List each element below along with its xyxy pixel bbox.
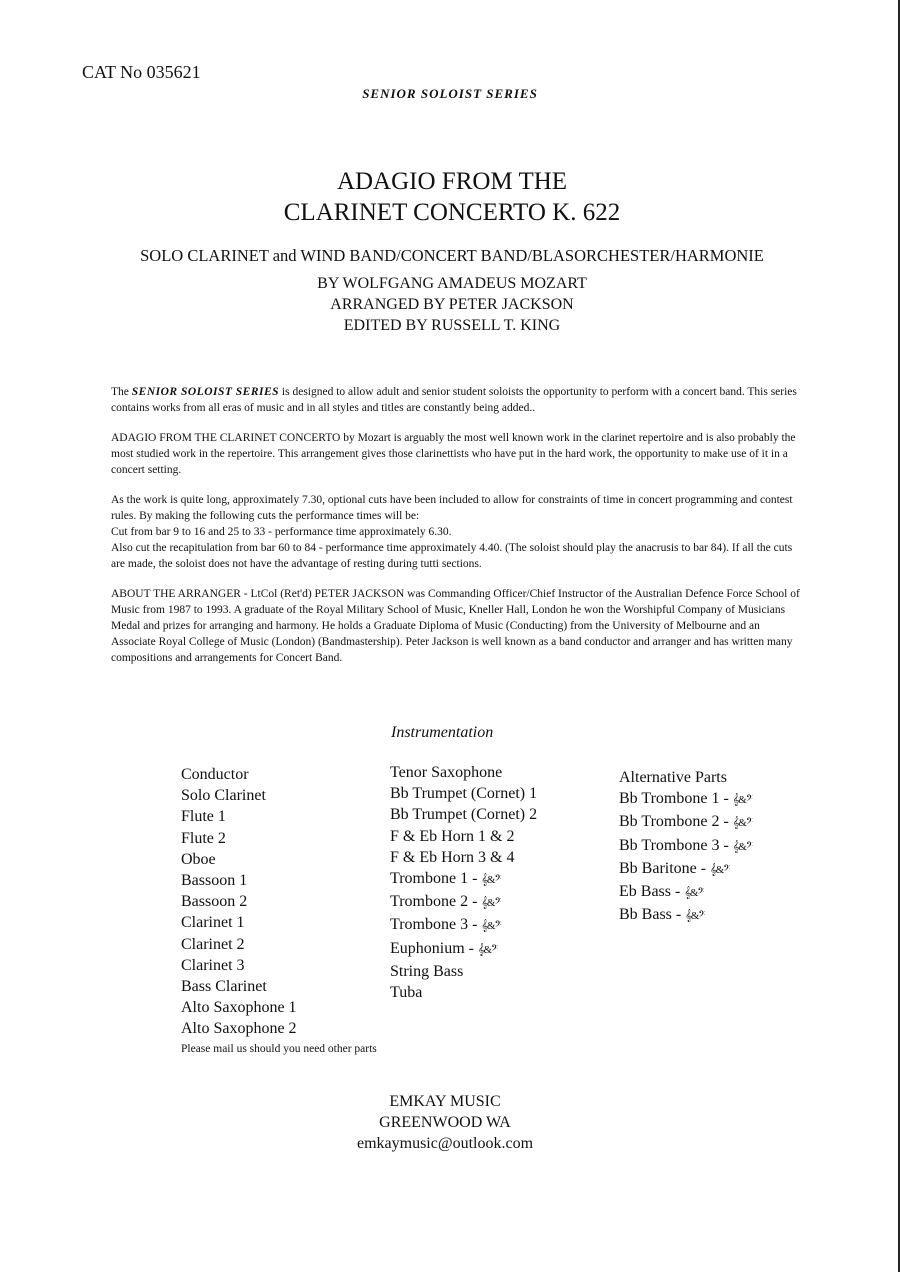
- mail-note: Please mail us should you need other parts: [181, 1043, 377, 1055]
- editor-credit: EDITED BY RUSSELL T. KING: [343, 317, 561, 334]
- instrument-item: [390, 868, 537, 891]
- series-name-inline: SENIOR SOLOIST SERIES: [131, 386, 280, 398]
- description-text: [111, 384, 801, 680]
- instrument-item: [619, 835, 752, 858]
- cuts-intro: As the work is quite long, approximately 7.30, optional cuts have been included to allow for constraints of time in concert programming and contest rules. By making the following cuts the performance times will be:: [111, 494, 793, 522]
- instrument-name: Flute 2: [181, 829, 226, 847]
- title-line-2: CLARINET CONCERTO K. 622: [283, 199, 621, 226]
- instrument-name: Euphonium -: [390, 939, 478, 957]
- publisher-name: EMKAY MUSIC: [389, 1093, 501, 1110]
- instrument-item: [619, 858, 752, 881]
- instrument-name: Tuba: [390, 984, 423, 1002]
- instrument-item: [181, 764, 297, 785]
- instrument-list-2: [390, 762, 537, 1003]
- instrument-item: [619, 811, 752, 834]
- treble-bass-clef-icon: 𝄞&𝄢: [481, 920, 501, 933]
- instrument-name: Bb Trombone 2 -: [619, 813, 733, 831]
- instrument-name: Clarinet 2: [181, 935, 245, 953]
- instrument-name: Bassoon 2: [181, 893, 248, 911]
- instrument-item: [619, 881, 752, 904]
- instrument-item: [390, 762, 537, 783]
- instrument-name: Solo Clarinet: [181, 787, 266, 805]
- catalog-number: CAT No 035621: [82, 62, 201, 82]
- instrument-item: [181, 785, 297, 806]
- instrument-name: Tenor Saxophone: [390, 764, 503, 781]
- instrument-item: [181, 955, 297, 976]
- instrument-name: Trombone 3 -: [390, 916, 482, 934]
- instrument-item: [619, 904, 752, 927]
- instrument-item: [390, 847, 537, 868]
- instrument-name: String Bass: [390, 962, 464, 980]
- instrument-name: Conductor: [181, 766, 249, 783]
- paragraph-about-arranger: ABOUT THE ARRANGER - LtCol (Ret'd) PETER JACKSON was Commanding Officer/Chief Instructor of the Australian Defence Force School of Music from 1987 to 1993. A graduate of the Royal Military School of Music, Kneller Hall, London he won the Worshipful Company of Musicians Medal and prizes for arranging and harmony. He holds a Graduate Diploma of Music (Conducting) from the University of Melbourne and an Associate Royal College of Music (London) (Bandmastership). Peter Jackson is well known as a band conductor and arranger and has written many compositions and arrangements for Concert Band.: [111, 588, 800, 664]
- instrument-item: [390, 891, 537, 914]
- instrument-item: [390, 982, 537, 1003]
- instrument-name: Bb Trumpet (Cornet) 1: [390, 785, 538, 803]
- instrument-item: [181, 849, 297, 870]
- instrument-item: [181, 870, 297, 891]
- instrument-name: Alternative Parts: [619, 769, 727, 786]
- composer-credit: BY WOLFGANG AMADEUS MOZART: [317, 275, 587, 292]
- publisher-email: emkaymusic@outlook.com: [356, 1135, 534, 1152]
- instrument-item: [181, 1018, 297, 1039]
- instrument-item: [619, 767, 752, 788]
- instrument-name: Bb Trombone 3 -: [619, 836, 733, 854]
- treble-bass-clef-icon: 𝄞&𝄢: [481, 874, 501, 887]
- instrument-name: Bass Clarinet: [181, 978, 267, 996]
- paragraph-series: [111, 384, 801, 416]
- instrument-list-1: [181, 764, 297, 1040]
- cuts-line-1: Cut from bar 9 to 16 and 25 to 33 - performance time approximately 6.30.: [111, 526, 452, 538]
- publisher-block: [0, 1091, 890, 1154]
- instrument-name: Bassoon 1: [181, 872, 248, 890]
- instrument-name: Bb Bass -: [619, 906, 686, 924]
- instrument-name: Flute 1: [181, 808, 226, 826]
- instrument-item: [181, 828, 297, 849]
- treble-bass-clef-icon: 𝄞&𝄢: [684, 887, 704, 900]
- instrument-item: [619, 788, 752, 811]
- page-title: [0, 166, 900, 228]
- instrument-name: Eb Bass -: [619, 883, 685, 901]
- instrument-name: Trombone 2 -: [390, 893, 482, 911]
- instrument-name: Alto Saxophone 2: [181, 1020, 297, 1038]
- treble-bass-clef-icon: 𝄞&𝄢: [732, 817, 752, 830]
- instrument-list-3: [619, 767, 752, 927]
- paragraph-series-prefix: The: [111, 386, 132, 398]
- instrument-name: F & Eb Horn 1 & 2: [390, 827, 515, 845]
- publisher-location: GREENWOOD WA: [379, 1114, 511, 1131]
- instrument-item: [390, 804, 537, 825]
- instrument-item: [181, 976, 297, 997]
- paragraph-cuts: [111, 492, 801, 572]
- instrument-item: [390, 914, 537, 937]
- instrument-item: [390, 938, 537, 961]
- instrument-item: [181, 934, 297, 955]
- instrument-name: Clarinet 3: [181, 956, 245, 974]
- instrument-name: Bb Trumpet (Cornet) 2: [390, 806, 538, 824]
- treble-bass-clef-icon: 𝄞&𝄢: [732, 794, 752, 807]
- instrument-name: Bb Trombone 1 -: [619, 790, 733, 808]
- title-line-1: ADAGIO FROM THE: [336, 168, 568, 195]
- instrumentation-heading: Instrumentation: [391, 724, 494, 741]
- instrument-name: Alto Saxophone 1: [181, 999, 297, 1017]
- instrument-name: Oboe: [181, 850, 216, 868]
- arranger-credit: ARRANGED BY PETER JACKSON: [330, 296, 574, 313]
- treble-bass-clef-icon: 𝄞&𝄢: [478, 943, 498, 956]
- paragraph-about-work: ADAGIO FROM THE CLARINET CONCERTO by Mozart is arguably the most well known work in the clarinet repertoire and is also probably the most studied work in the repertoire. This arrangement gives those clarinettists who have put in the hard work, the opportunity to make use of it in a concert setting.: [111, 432, 796, 476]
- instrument-item: [181, 912, 297, 933]
- instrument-item: [181, 891, 297, 912]
- treble-bass-clef-icon: 𝄞&𝄢: [732, 840, 752, 853]
- treble-bass-clef-icon: 𝄞&𝄢: [481, 897, 501, 910]
- treble-bass-clef-icon: 𝄞&𝄢: [710, 863, 730, 876]
- subtitle: SOLO CLARINET and WIND BAND/CONCERT BAND/BLASORCHESTER/HARMONIE: [140, 246, 764, 265]
- credits: [0, 273, 900, 336]
- instrument-name: F & Eb Horn 3 & 4: [390, 848, 515, 866]
- instrument-name: Bb Baritone -: [619, 859, 711, 877]
- instrument-item: [390, 961, 537, 982]
- instrument-name: Clarinet 1: [181, 914, 245, 932]
- instrument-item: [390, 826, 537, 847]
- paragraph-series-rest: is designed to allow adult and senior student soloists the opportunity to perform with a concert band. This series contains works from all eras of music and in all styles and titles are constantly being added..: [111, 386, 797, 414]
- cuts-line-2: Also cut the recapitulation from bar 60 to 84 - performance time approximately 4.40. (The soloist should play the anacrusis to bar 84). If all the cuts are made, the soloist does not have the advantage of resting during tutti sections.: [111, 542, 793, 570]
- instrument-item: [390, 783, 537, 804]
- instrument-name: Trombone 1 -: [390, 870, 482, 888]
- instrument-item: [181, 806, 297, 827]
- series-heading: SENIOR SOLOIST SERIES: [362, 86, 538, 101]
- treble-bass-clef-icon: 𝄞&𝄢: [685, 910, 705, 923]
- instrument-item: [181, 997, 297, 1018]
